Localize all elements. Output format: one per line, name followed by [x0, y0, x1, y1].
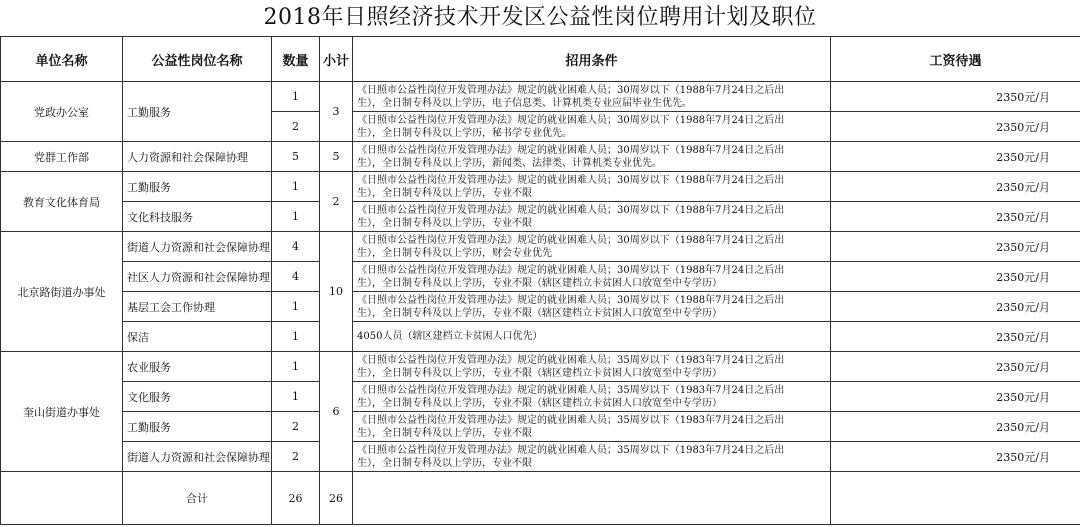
conditions-cell: [353, 82, 831, 112]
salary-cell: 2350元/月: [831, 202, 1080, 232]
table-row: [1, 202, 1080, 232]
page-title: 2018年日照经济技术开发区公益性岗位聘用计划及职位: [263, 5, 817, 30]
conditions-line: 生），全日制专科及以上学历，专业不限（辖区建档立卡贫困人口放宽至中专学历）: [357, 397, 722, 409]
conditions-cell: [353, 172, 831, 202]
salary-cell: 2350元/月: [831, 292, 1080, 322]
salary-cell: 2350元/月: [831, 382, 1080, 412]
conditions-line: 《日照市公益性岗位开发管理办法》规定的就业困难人员；35周岁以下（1983年7月24日之后出: [357, 384, 785, 396]
total-label: 合计: [123, 472, 272, 525]
unit-subtotal: 10: [320, 232, 353, 352]
total-row: [1, 472, 1080, 525]
unit-subtotal: 2: [320, 172, 353, 232]
post-name: 文化科技服务: [123, 202, 272, 232]
header-row: [1, 37, 1080, 82]
conditions-line: 生），全日制专科及以上学历，专业不限: [357, 217, 532, 229]
conditions-line: 《日照市公益性岗位开发管理办法》规定的就业困难人员；35周岁以下（1983年7月24日之后出: [357, 414, 785, 426]
conditions-cell: [353, 352, 831, 382]
conditions-line: 《日照市公益性岗位开发管理办法》规定的就业困难人员；30周岁以下（1988年7月24日之后出: [357, 84, 785, 96]
conditions-cell: [353, 232, 831, 262]
unit-name: 奎山街道办事处: [1, 352, 123, 472]
table-row: [1, 322, 1080, 352]
unit-name: 党政办公室: [1, 82, 123, 142]
post-count: 2: [272, 412, 320, 442]
header-unit: 单位名称: [1, 37, 123, 82]
table-row: [1, 232, 1080, 262]
header-count: 数量: [272, 37, 320, 82]
conditions-cell: [353, 292, 831, 322]
conditions-line: 生），全日制专科及以上学历，新闻类、法律类、计算机类专业优先。: [357, 157, 662, 169]
post-count: 1: [272, 382, 320, 412]
salary-cell: 2350元/月: [831, 112, 1080, 142]
conditions-cell: [353, 262, 831, 292]
table-row: [1, 382, 1080, 412]
conditions-line: 生），全日制专科及以上学历，专业不限（辖区建档立卡贫困人口放宽至中专学历）: [357, 367, 722, 379]
post-count: 2: [272, 112, 320, 142]
conditions-line: 生），全日制专科及以上学历，电子信息类、计算机类专业应届毕业生优先。: [357, 97, 692, 109]
table-row: [1, 172, 1080, 202]
header-post: 公益性岗位名称: [123, 37, 272, 82]
post-name: 工勤服务: [123, 172, 272, 202]
header-conditions: 招用条件: [353, 37, 831, 82]
post-count: 5: [272, 142, 320, 172]
post-name: 基层工会工作协理: [123, 292, 272, 322]
post-count: 1: [272, 82, 320, 112]
conditions-cell: [353, 112, 831, 142]
post-name: 工勤服务: [123, 82, 272, 142]
post-count: 1: [272, 322, 320, 352]
table-row: [1, 262, 1080, 292]
salary-cell: 2350元/月: [831, 172, 1080, 202]
conditions-line: 生），全日制专科及以上学历，专业不限（辖区建档立卡贫困人口放宽至中专学历）: [357, 307, 722, 319]
table-row: [1, 292, 1080, 322]
salary-cell: 2350元/月: [831, 412, 1080, 442]
unit-name: 教育文化体育局: [1, 172, 123, 232]
salary-cell: 2350元/月: [831, 352, 1080, 382]
conditions-line: 生），全日制专科及以上学历，专业不限（辖区建档立卡贫困人口放宽至中专学历）: [357, 277, 722, 289]
total-subtotal: 26: [320, 472, 353, 525]
table-row: [1, 442, 1080, 472]
header-salary: 工资待遇: [831, 37, 1080, 82]
unit-name: 党群工作部: [1, 142, 123, 172]
post-count: 1: [272, 292, 320, 322]
table-row: [1, 412, 1080, 442]
conditions-line: 生），全日制专科及以上学历，财会专业优先: [357, 247, 552, 259]
conditions-cell: [353, 322, 831, 352]
salary-cell: 2350元/月: [831, 442, 1080, 472]
post-name: 街道人力资源和社会保障协理: [123, 232, 272, 262]
post-name: 人力资源和社会保障协理: [123, 142, 272, 172]
conditions-cell: [353, 202, 831, 232]
total-salary-empty: [831, 472, 1080, 525]
table-row: [1, 352, 1080, 382]
post-count: 1: [272, 202, 320, 232]
conditions-line: 《日照市公益性岗位开发管理办法》规定的就业困难人员；30周岁以下（1988年7月24日之后出: [357, 204, 785, 216]
header-subtotal: 小计: [320, 37, 353, 82]
conditions-line: 《日照市公益性岗位开发管理办法》规定的就业困难人员；30周岁以下（1988年7月24日之后出: [357, 264, 785, 276]
conditions-cell: [353, 412, 831, 442]
conditions-line: 《日照市公益性岗位开发管理办法》规定的就业困难人员；30周岁以下（1988年7月24日之后出: [357, 234, 785, 246]
post-count: 4: [272, 232, 320, 262]
unit-name: 北京路街道办事处: [1, 232, 123, 352]
salary-cell: 2350元/月: [831, 262, 1080, 292]
total-count: 26: [272, 472, 320, 525]
salary-cell: 2350元/月: [831, 322, 1080, 352]
table-row: [1, 142, 1080, 172]
post-name: 社区人力资源和社会保障协理: [123, 262, 272, 292]
post-count: 4: [272, 262, 320, 292]
conditions-line: 《日照市公益性岗位开发管理办法》规定的就业困难人员；30周岁以下（1988年7月24日之后出: [357, 174, 785, 186]
post-name: 街道人力资源和社会保障协理: [123, 442, 272, 472]
conditions-line: 生），全日制专科及以上学历，专业不限: [357, 427, 532, 439]
post-count: 2: [272, 442, 320, 472]
total-empty-cell: [1, 472, 123, 525]
salary-cell: 2350元/月: [831, 82, 1080, 112]
conditions-cell: [353, 442, 831, 472]
table-row: [1, 82, 1080, 112]
conditions-cell: [353, 382, 831, 412]
unit-subtotal: 3: [320, 82, 353, 142]
unit-subtotal: 6: [320, 352, 353, 472]
post-count: 1: [272, 352, 320, 382]
conditions-cell: [353, 142, 831, 172]
post-name: 保洁: [123, 322, 272, 352]
conditions-line: 生），全日制专科及以上学历，秘书学专业优先。: [357, 127, 572, 139]
salary-cell: 2350元/月: [831, 142, 1080, 172]
post-name: 文化服务: [123, 382, 272, 412]
post-count: 1: [272, 172, 320, 202]
conditions-line: 《日照市公益性岗位开发管理办法》规定的就业困难人员；35周岁以下（1983年7月24日之后出: [357, 354, 785, 366]
conditions-line: 生），全日制专科及以上学历，专业不限: [357, 187, 532, 199]
conditions-line: 4050人员（辖区建档立卡贫困人口优先）: [357, 331, 543, 342]
post-name: 工勤服务: [123, 412, 272, 442]
post-name: 农业服务: [123, 352, 272, 382]
unit-subtotal: 5: [320, 142, 353, 172]
conditions-line: 《日照市公益性岗位开发管理办法》规定的就业困难人员；30周岁以下（1988年7月24日之后出: [357, 114, 785, 126]
conditions-line: 生），全日制专科及以上学历，专业不限: [357, 457, 532, 469]
conditions-line: 《日照市公益性岗位开发管理办法》规定的就业困难人员；30周岁以下（1988年7月24日之后出: [357, 294, 785, 306]
total-conditions-empty: [353, 472, 831, 525]
salary-cell: 2350元/月: [831, 232, 1080, 262]
recruitment-table: [0, 36, 1080, 525]
conditions-line: 《日照市公益性岗位开发管理办法》规定的就业困难人员；35周岁以下（1983年7月24日之后出: [357, 444, 785, 456]
conditions-line: 《日照市公益性岗位开发管理办法》规定的就业困难人员；30周岁以下（1988年7月24日之后出: [357, 144, 785, 156]
